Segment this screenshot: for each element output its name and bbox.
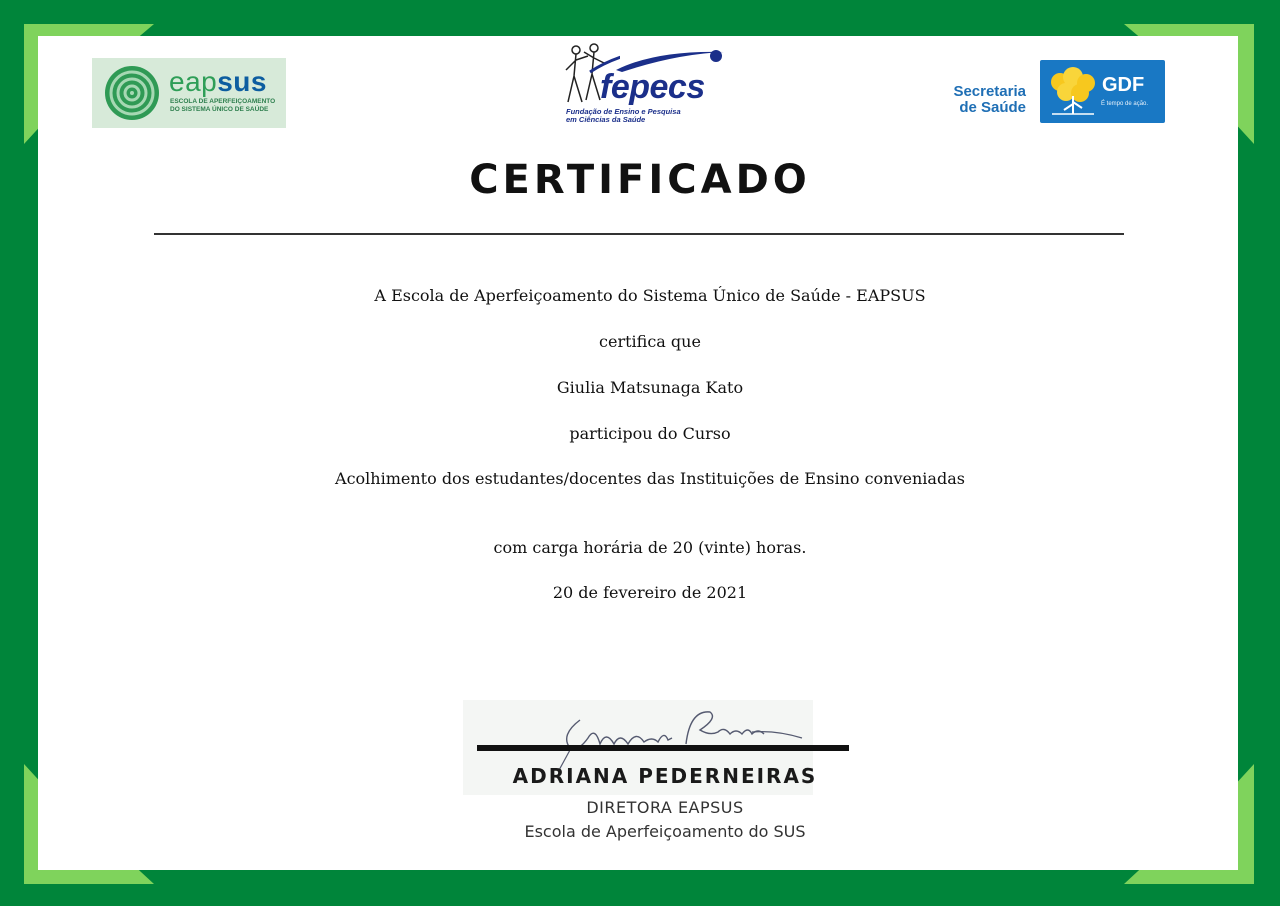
- signatory-name: ADRIANA PEDERNEIRAS: [512, 764, 818, 788]
- issuer-line: A Escola de Aperfeiçoamento do Sistema Único de Saúde - EAPSUS: [374, 286, 926, 305]
- eapsus-spiral-icon: [102, 64, 162, 122]
- eapsus-logo: [92, 58, 286, 128]
- certifies-line: certifica que: [599, 332, 701, 351]
- title-divider: [154, 233, 1124, 235]
- fepecs-wordmark: fepecs: [600, 68, 705, 106]
- signatory-organization: Escola de Aperfeiçoamento do SUS: [524, 822, 806, 841]
- gdf-logo: [1040, 60, 1165, 123]
- fepecs-subtitle: Fundação de Ensino e Pesquisa em Ciências da Saúde: [566, 107, 681, 124]
- signatory-role: DIRETORA EAPSUS: [586, 798, 744, 817]
- fepecs-logo: [556, 42, 726, 132]
- gdf-wordmark: GDF: [1102, 74, 1145, 96]
- signature-line: [477, 745, 849, 751]
- ipe-tree-icon: [1046, 66, 1100, 118]
- eapsus-subtitle: ESCOLA DE APERFEIÇOAMENTO DO SISTEMA ÚNICO DE SAÚDE: [170, 98, 276, 113]
- eapsus-wordmark: eapsus: [169, 66, 267, 97]
- handwritten-signature: [540, 700, 810, 770]
- issue-date: 20 de fevereiro de 2021: [552, 583, 748, 602]
- workload-line: com carga horária de 20 (vinte) horas.: [493, 538, 807, 557]
- secretaria-saude-logo: Secretaria de Saúde: [953, 83, 1026, 116]
- participated-line: participou do Curso: [569, 424, 731, 443]
- certificate-title: CERTIFICADO: [469, 157, 811, 203]
- course-name: Acolhimento dos estudantes/docentes das Instituições de Ensino conveniadas: [335, 469, 965, 488]
- recipient-name: Giulia Matsunaga Kato: [556, 378, 744, 397]
- gdf-tagline: É tempo de ação.: [1101, 101, 1149, 107]
